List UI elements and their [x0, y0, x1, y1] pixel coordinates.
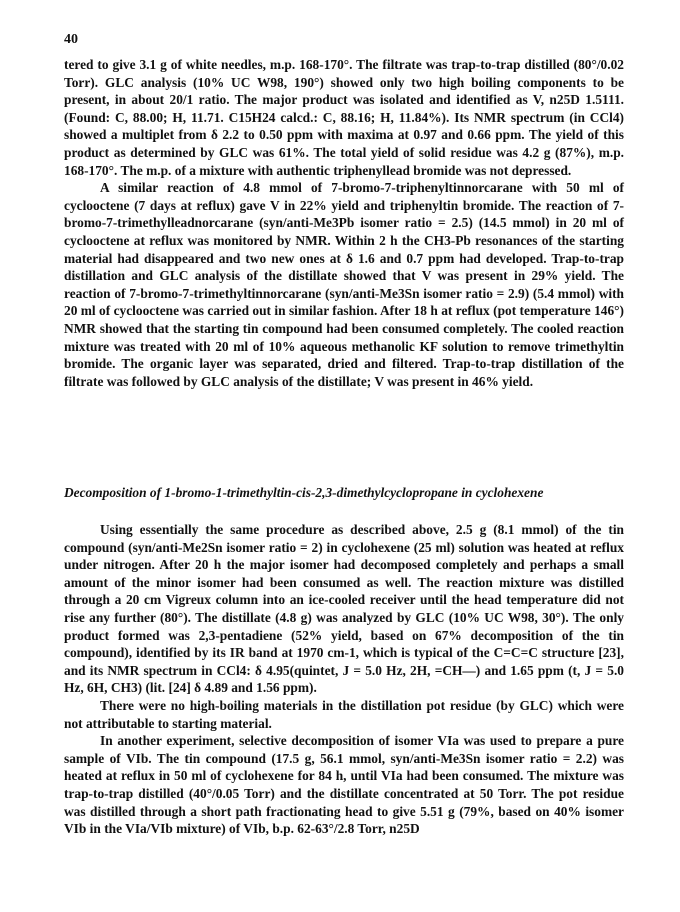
paragraph: A similar reaction of 4.8 mmol of 7-bromo-7-triphenyltinnorcarane with 50 ml of cyclooctene (7 days at reflux) gave V in 22% yield and triphenyltin bromide. The reaction of 7-bromo-7-trimethylleadnorcarane (syn/anti-Me3Pb isomer ratio = 2.5) (14.5 mmol) in 20 ml of cyclooctene at reflux was monitored by NMR. Within 2 h the CH3-Pb resonances of the starting material had disappeared and two new ones at δ 1.6 and 0.7 ppm had developed. Trap-to-trap distillation and GLC analysis of the distillate showed that V was present in 29% yield. The reaction of 7-bromo-7-trimethyltinnorcarane (syn/anti-Me3Sn isomer ratio = 2.9) (5.4 mmol) with 20 ml of cyclooctene was carried out in similar fashion. After 18 h at reflux (pot temperature 146°) NMR showed that the starting tin compound had been consumed completely. The cooled reaction mixture was treated with 20 ml of 10% aqueous methanolic KF solution to remove trimethyltin bromide. The organic layer was separated, dried and filtered. Trap-to-trap distillation of the filtrate was followed by GLC analysis of the distillate; V was present in 46% yield.	[64, 180, 624, 389]
section-heading: Decomposition of 1-bromo-1-trimethyltin-cis-2,3-dimethylcyclopropane in cyclohexene	[64, 485, 544, 500]
paragraph: tered to give 3.1 g of white needles, m.p. 168-170°. The filtrate was trap-to-trap distilled (80°/0.02 Torr). GLC analysis (10% UC W98, 190°) showed only two high boiling components to be present, in about 20/1 ratio. The major product was isolated and identified as V, n25D 1.5111. (Found: C, 88.00; H, 11.71. C15H24 calcd.: C, 88.16; H, 11.84%). Its NMR spectrum (in CCl4) showed a multiplet from δ 2.2 to 0.50 ppm with maxima at 0.97 and 0.66 ppm. The yield of this product as determined by GLC was 61%. The total yield of solid residue was 4.2 g (87%), m.p. 168-170°. The m.p. of a mixture with authentic triphenyllead bromide was not depressed.	[64, 57, 624, 178]
paragraph: Using essentially the same procedure as described above, 2.5 g (8.1 mmol) of the tin compound (syn/anti-Me2Sn isomer ratio = 2) in cyclohexene (25 ml) solution was heated at reflux under nitrogen. After 20 h the major isomer had decomposed completely and perhaps a small amount of the minor isomer had been consumed as well. The reaction mixture was distilled through a 20 cm Vigreux column into an ice-cooled receiver until the head temperature did not rise any further (80°). The distillate (4.8 g) was analyzed by GLC (10% UC W98, 30°). The only product formed was 2,3-pentadiene (52% yield, based on 67% decomposition of the tin compound), identified by its IR band at 1970 cm-1, which is typical of the C=C=C structure [23], and its NMR spectrum in CCl4: δ 4.95(quintet, J = 5.0 Hz, 2H, =CH—) and 1.65 ppm (t, J = 5.0 Hz, 6H, CH3) (lit. [24] δ 4.89 and 1.56 ppm).	[64, 522, 624, 696]
body-text-bottom	[64, 521, 624, 838]
paragraph: There were no high-boiling materials in the distillation pot residue (by GLC) which were not attributable to starting material.	[64, 697, 624, 731]
body-text-top	[64, 56, 624, 390]
paragraph: In another experiment, selective decomposition of isomer VIa was used to prepare a pure sample of VIb. The tin compound (17.5 g, 56.1 mmol, syn/anti-Me3Sn isomer ratio = 2.2) was heated at reflux in 50 ml of cyclohexene for 84 h, until VIa had been consumed. The mixture was trap-to-trap distilled (40°/0.05 Torr) and the distillate concentrated at 50 Torr. The pot residue was distilled through a short path fractionating head to give 5.51 g (79%, based on 40% isomer VIb in the VIa/VIb mixture) of VIb, b.p. 62-63°/2.8 Torr, n25D	[64, 733, 624, 837]
page-number: 40	[64, 32, 78, 47]
